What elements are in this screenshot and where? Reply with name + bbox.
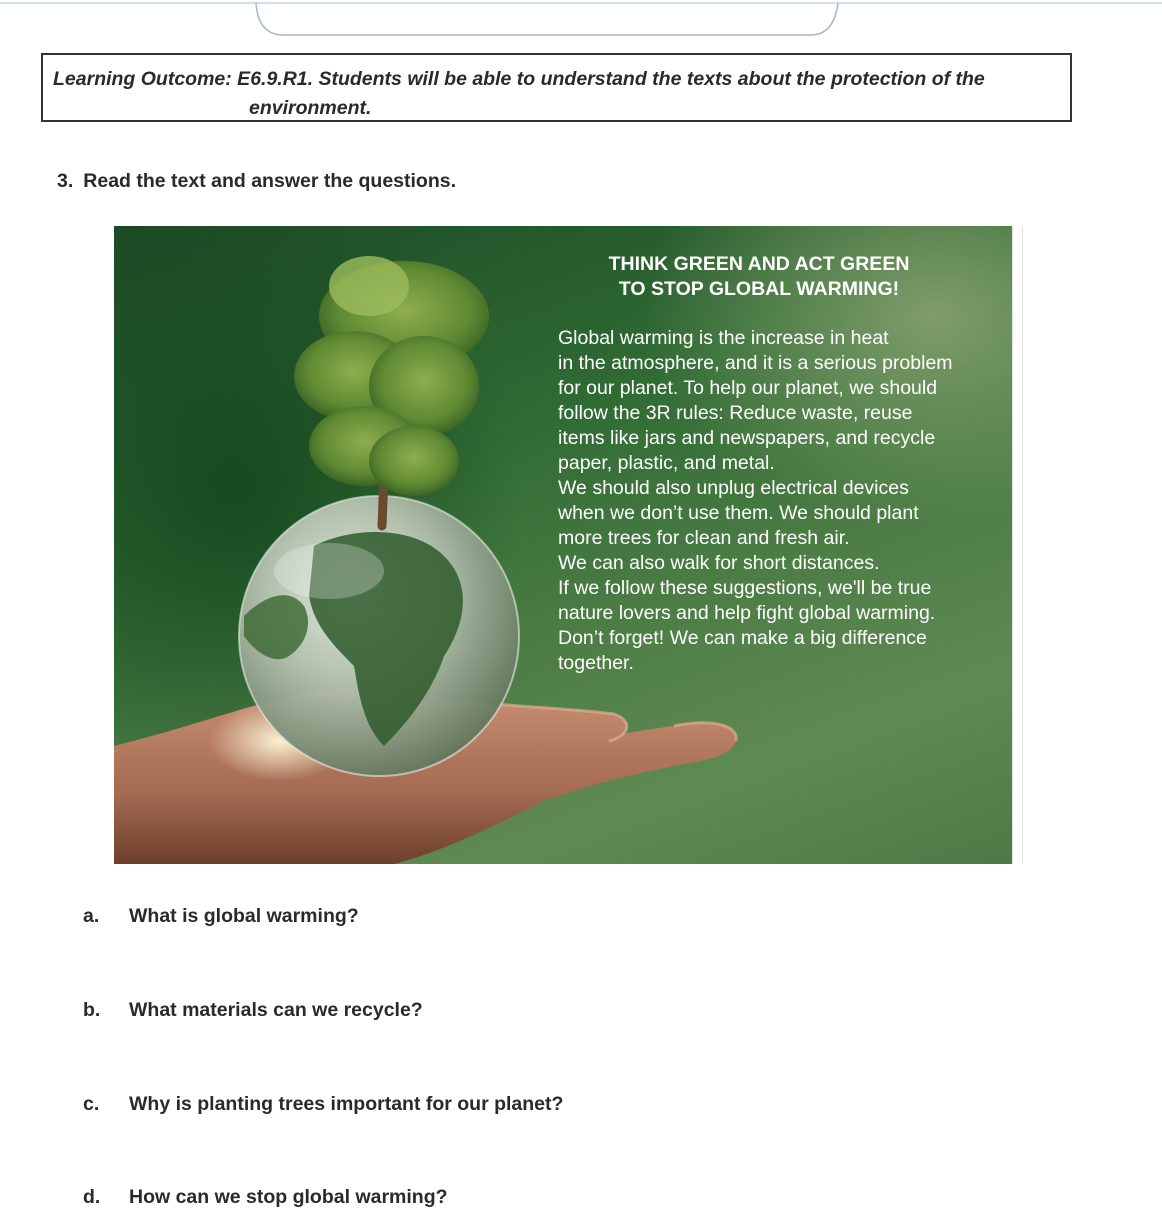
- poster-body-line: nature lovers and help fight global warming.: [558, 602, 936, 624]
- poster-title: [558, 252, 960, 302]
- question-d: [83, 1186, 448, 1209]
- poster-body-line: for our planet. To help our planet, we should: [558, 377, 938, 399]
- learning-outcome-line-1: Learning Outcome: E6.9.R1. Students will be able to understand the texts about the protection of the: [53, 68, 985, 90]
- question-text: Why is planting trees important for our planet?: [129, 1093, 564, 1115]
- poster-body-text: [558, 326, 998, 676]
- poster-body-line: paper, plastic, and metal.: [558, 452, 775, 474]
- question-text: What is global warming?: [129, 905, 359, 927]
- instruction: [57, 170, 456, 193]
- learning-outcome-box: [41, 53, 1072, 122]
- poster-body-line: when we don’t use them. We should plant: [558, 502, 919, 524]
- question-a: [83, 905, 359, 928]
- poster-body-line: in the atmosphere, and it is a serious problem: [558, 352, 953, 374]
- picture-right-border: [1012, 226, 1023, 864]
- question-text: What materials can we recycle?: [129, 999, 423, 1021]
- question-c: [83, 1093, 563, 1116]
- learning-outcome-line-2: environment.: [249, 97, 372, 119]
- poster-body-line: more trees for clean and fresh air.: [558, 527, 850, 549]
- instruction-text: Read the text and answer the questions.: [83, 170, 457, 192]
- instruction-number: 3.: [57, 170, 74, 192]
- question-text: How can we stop global warming?: [129, 1186, 448, 1208]
- poster-body-line: We should also unplug electrical devices: [558, 477, 909, 499]
- poster-body-line: together.: [558, 652, 634, 674]
- poster-body-line: items like jars and newspapers, and recycle: [558, 427, 936, 449]
- poster-title-line-2: TO STOP GLOBAL WARMING!: [618, 278, 900, 300]
- poster-body-line: We can also walk for short distances.: [558, 552, 880, 574]
- global-warming-poster: [114, 226, 1012, 864]
- learning-outcome-text: [53, 65, 1063, 123]
- poster-body-line: Global warming is the increase in heat: [558, 327, 889, 349]
- poster-body-line: follow the 3R rules: Reduce waste, reuse: [558, 402, 913, 424]
- poster-title-line-1: THINK GREEN AND ACT GREEN: [608, 253, 910, 275]
- poster-body-line: If we follow these suggestions, we'll be true: [558, 577, 932, 599]
- poster-body-line: Don’t forget! We can make a big difference: [558, 627, 927, 649]
- question-letter: d.: [83, 1186, 101, 1208]
- question-letter: a.: [83, 905, 100, 927]
- question-b: [83, 999, 423, 1022]
- question-letter: b.: [83, 999, 101, 1021]
- question-letter: c.: [83, 1093, 100, 1115]
- top-decorative-rule: [0, 0, 1162, 40]
